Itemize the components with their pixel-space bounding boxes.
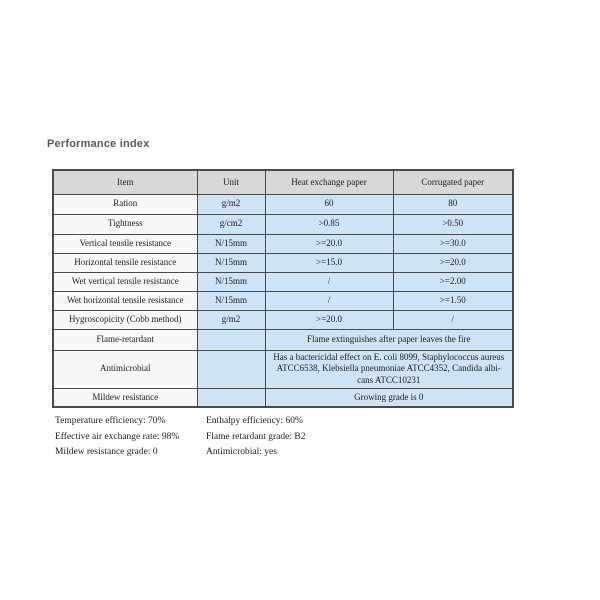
performance-index-table	[52, 169, 514, 408]
spec-effective-air-exchange-rate: Effective air exchange rate: 98%	[55, 431, 180, 442]
cell-item: Tightness	[53, 214, 197, 234]
spec-temperature-efficiency: Temperature efficiency: 70%	[55, 416, 166, 426]
cell-heat-exchange: >=20.0	[265, 234, 393, 253]
cell-heat-exchange: /	[265, 291, 393, 310]
cell-item: Wet horizontal tensile resistance	[53, 291, 197, 310]
cell-item: Hygroscopicity (Cobb method)	[53, 310, 197, 329]
cell-item: Antimicrobial	[53, 350, 197, 388]
cell-heat-exchange: >=20.0	[265, 310, 393, 329]
table-row-tightness	[53, 214, 513, 234]
header-corrugated-paper: Corrugated paper	[393, 170, 513, 194]
cell-merged-value: Has a bactericidal effect on E. coli 8099, Staphylococcus aureus ATCC6538, Klebsiella pneumoniae ATCC4352, Candida albi-cans ATCC10231	[265, 350, 513, 388]
cell-heat-exchange: >=15.0	[265, 253, 393, 272]
cell-unit: N/15mm	[197, 291, 265, 310]
table-row-wet-horizontal-tensile	[53, 291, 513, 310]
table-row-horizontal-tensile	[53, 253, 513, 272]
page-title: Performance index	[47, 138, 150, 150]
cell-item: Flame-retardant	[53, 329, 197, 350]
header-item: Item	[53, 170, 197, 194]
cell-heat-exchange: >0.85	[265, 214, 393, 234]
cell-unit: g/m2	[197, 194, 265, 214]
table-row-ration	[53, 194, 513, 214]
cell-unit: N/15mm	[197, 272, 265, 291]
cell-merged-value: Flame extinguishes after paper leaves the fire	[265, 329, 513, 350]
table-header-row	[53, 170, 513, 194]
cell-corrugated: /	[393, 310, 513, 329]
cell-corrugated: >=30.0	[393, 234, 513, 253]
table-row-flame-retardant	[53, 329, 513, 350]
cell-heat-exchange: /	[265, 272, 393, 291]
table-row-vertical-tensile	[53, 234, 513, 253]
table-row-mildew-resistance	[53, 388, 513, 407]
cell-unit: N/15mm	[197, 253, 265, 272]
table-row-antimicrobial	[53, 350, 513, 388]
cell-item: Mildew resistance	[53, 388, 197, 407]
cell-corrugated: 80	[393, 194, 513, 214]
cell-corrugated: >=2.00	[393, 272, 513, 291]
cell-unit-empty	[197, 388, 265, 407]
spec-summary-left-column	[55, 414, 179, 461]
cell-item: Wet vertical tensile resistance	[53, 272, 197, 291]
spec-enthalpy-efficiency: Enthalpy efficiency: 60%	[206, 416, 303, 426]
table-row-hygroscopicity	[53, 310, 513, 329]
header-heat-exchange-paper: Heat exchange paper	[265, 170, 393, 194]
cell-heat-exchange: 60	[265, 194, 393, 214]
header-unit: Unit	[197, 170, 265, 194]
cell-item: Vertical tensile resistance	[53, 234, 197, 253]
spec-flame-retardant-grade: Flame retardant grade: B2	[206, 431, 306, 442]
cell-item: Ration	[53, 194, 197, 214]
cell-unit: g/cm2	[197, 214, 265, 234]
spec-mildew-resistance-grade: Mildew resistance grade: 0	[55, 447, 158, 457]
cell-unit-empty	[197, 329, 265, 350]
cell-item: Horizontal tensile resistance	[53, 253, 197, 272]
cell-corrugated: >=20.0	[393, 253, 513, 272]
cell-unit: g/m2	[197, 310, 265, 329]
cell-merged-value: Growing grade is 0	[265, 388, 513, 407]
table-row-wet-vertical-tensile	[53, 272, 513, 291]
cell-unit-empty	[197, 350, 265, 388]
cell-unit: N/15mm	[197, 234, 265, 253]
cell-corrugated: >0.50	[393, 214, 513, 234]
spec-summary-right-column	[206, 414, 305, 461]
cell-corrugated: >=1.50	[393, 291, 513, 310]
spec-antimicrobial: Antimicrobial: yes	[206, 447, 277, 457]
